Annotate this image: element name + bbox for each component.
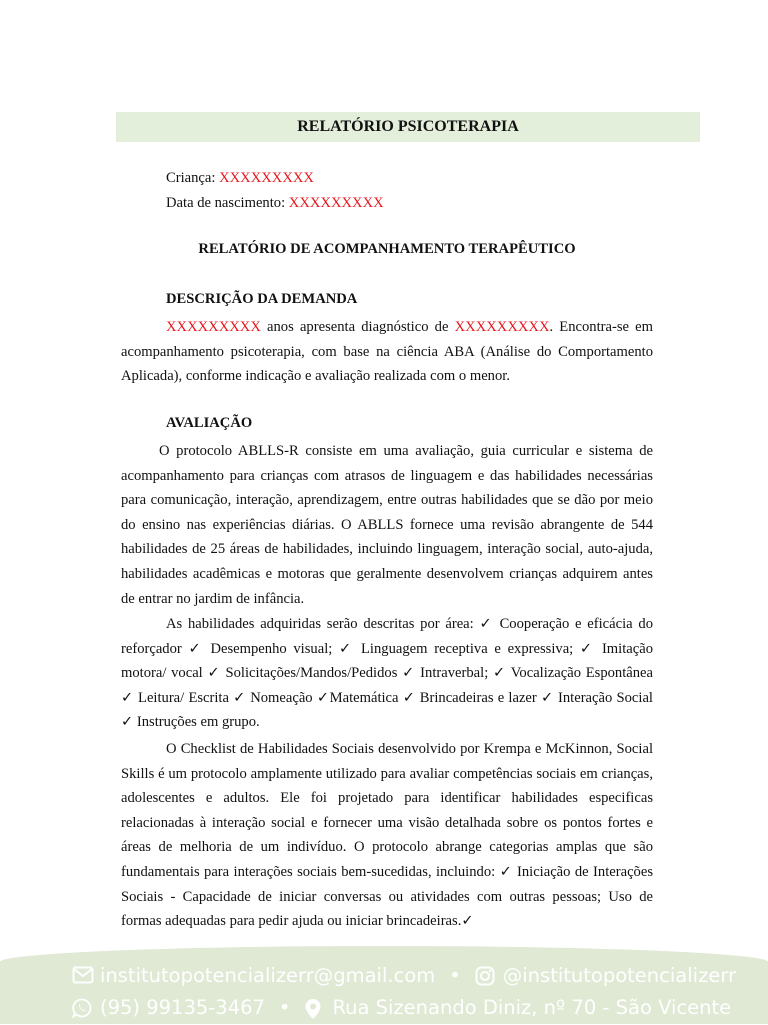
skills-areas-paragraph: As habilidades adquiridas serão descritas por área: ✓ Cooperação e eficácia do reforçador ✓ Desempenho visual; ✓ Linguagem receptiva e expressiva; ✓ Imitação motora/ vocal ✓ Solicitações/Mandos/Pedidos ✓ Intraverbal; ✓ Vocalização Espontânea ✓ Leitura/ Escrita ✓ Nomeação ✓Matemática ✓ Brincadeiras e lazer ✓ Interação Social ✓ Instruções em grupo. [121, 616, 653, 731]
demand-paragraph [121, 315, 653, 389]
footer-line-1 [72, 964, 752, 987]
age-placeholder: XXXXXXXXX [166, 319, 261, 335]
instagram-icon [475, 966, 497, 986]
identification-fields [166, 166, 384, 216]
child-field [166, 166, 384, 191]
footer-phone[interactable]: (95) 99135-3467 [100, 996, 265, 1019]
footer-contact-band [0, 946, 768, 1024]
child-value: XXXXXXXXX [219, 170, 314, 186]
checklist-paragraph: O Checklist de Habilidades Sociais desenvolvido por Krempa e McKinnon, Social Skills é um protocolo amplamente utilizado para avaliar competências sociais em crianças, adolescentes e adultos. Ele foi projetado para identificar habilidades especificas relacionadas à interação social e fornecer uma visão detalhada sobre os pontos fortes e áreas de melhoria de um indivíduo. O protocolo abrange categorias amplas que são fundamentais para interações sociais bem-sucedidas, incluindo: ✓ Iniciação de Interações Sociais - Capacidade de iniciar conversas ou atividades com outras pessoas; Uso de formas adequadas para pedir ajuda ou iniciar brincadeiras.✓ [121, 741, 653, 930]
footer-line-2 [72, 996, 752, 1019]
child-label: Criança: [166, 170, 216, 186]
location-pin-icon [304, 998, 326, 1018]
demand-text-b: . Encontra-se em acompanhamento psicoterapia, com base na ciência ABA (Análise do Comportamento Aplicada), conforme indicação e avaliação realizada com o menor. [121, 319, 653, 385]
footer-email[interactable]: institutopotencializerr@gmail.com [100, 964, 436, 987]
birth-date-field [166, 191, 384, 216]
diagnosis-placeholder: XXXXXXXXX [454, 319, 550, 335]
evaluation-heading: AVALIAÇÃO [166, 415, 253, 431]
document-title: RELATÓRIO PSICOTERAPIA [297, 118, 519, 135]
footer-separator-2: • [278, 996, 291, 1019]
ablls-paragraph: O protocolo ABLLS-R consiste em uma avaliação, guia curricular e sistema de acompanhamento para crianças com atrasos de linguagem e das habilidades necessárias para comunicação, interação, aprendizagem, entre outras habilidades que se dão por meio do ensino nas experiências diárias. O ABLLS fornece uma revisão abrangente de 544 habilidades de 25 áreas de habilidades, incluindo linguagem, interação social, auto-ajuda, habilidades acadêmicas e motoras que geralmente desenvolvem crianças adquirem antes de entrar no jardim de infância. [121, 443, 653, 607]
demand-text-a: anos apresenta diagnóstico de [260, 319, 455, 335]
birth-date-label: Data de nascimento: [166, 195, 286, 211]
footer-instagram[interactable]: @institutopotencializerr [502, 964, 737, 987]
demand-heading: DESCRIÇÃO DA DEMANDA [166, 291, 358, 307]
whatsapp-icon [72, 998, 94, 1018]
title-banner [116, 112, 700, 142]
report-subtitle: RELATÓRIO DE ACOMPANHAMENTO TERAPÊUTICO [198, 241, 576, 257]
footer-separator: • [449, 964, 461, 987]
birth-date-value: XXXXXXXXX [288, 195, 384, 211]
footer-address: Rua Sizenando Diniz, nº 70 - São Vicente [332, 996, 732, 1019]
mail-icon [72, 966, 94, 986]
